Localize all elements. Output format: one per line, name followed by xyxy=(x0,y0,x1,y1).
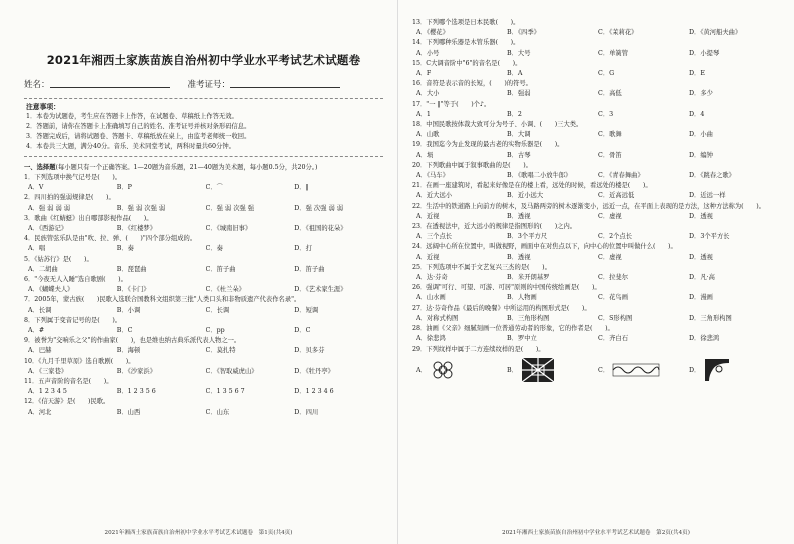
options-row xyxy=(412,212,780,222)
answer-option[interactable]: A．近大远小 xyxy=(416,192,453,200)
answer-option[interactable]: C．近高远低 xyxy=(598,192,635,200)
answer-option[interactable]: B．3个平方尺 xyxy=(507,233,548,241)
options-row xyxy=(412,191,780,201)
answer-option[interactable]: A．小号 xyxy=(416,49,440,57)
answer-option[interactable]: C．pp xyxy=(205,327,225,335)
answer-option[interactable]: D．3个平方长 xyxy=(689,233,730,241)
options-row xyxy=(412,314,780,324)
question-text: 25．下列选项中不属于文艺复兴三杰的是( )。 xyxy=(412,263,551,271)
answer-option[interactable]: D．小曲 xyxy=(689,131,713,139)
answer-option[interactable]: C．花鸟画 xyxy=(598,294,629,302)
answer-option[interactable]: B．大调 xyxy=(507,131,531,139)
answer-option[interactable]: D．漫画 xyxy=(689,294,713,302)
answer-option[interactable]: C．拉斐尔 xyxy=(598,274,629,282)
question-text: 28．油画《父亲》细腻刻画一位普通劳动者的形象，它的作者是( )。 xyxy=(412,325,614,333)
answer-option[interactable]: A．近视 xyxy=(416,253,440,261)
answer-option[interactable]: D．《牡丹亭》 xyxy=(294,367,334,375)
answer-option[interactable]: A．山歌 xyxy=(416,131,440,139)
options-row xyxy=(24,183,383,193)
answer-option[interactable]: B．琵琶曲 xyxy=(116,265,147,273)
exam-title: 2021年湘西土家族苗族自治州初中学业水平考试艺术试题卷 xyxy=(46,53,361,67)
answer-option[interactable]: B．山西 xyxy=(116,408,141,416)
answer-option[interactable]: B．近小远大 xyxy=(507,192,544,200)
answer-option[interactable]: D．4 xyxy=(689,110,705,118)
pattern-label: D． xyxy=(689,367,701,375)
answer-option[interactable]: C．《茉莉花》 xyxy=(598,29,638,37)
answer-option[interactable]: B．C xyxy=(116,327,133,335)
answer-option[interactable]: B．2 xyxy=(507,110,522,118)
answer-option[interactable]: D．《黄河船夫曲》 xyxy=(689,29,742,37)
answer-option[interactable]: C．山东 xyxy=(205,408,230,416)
answer-option[interactable]: A．F xyxy=(416,70,432,78)
answer-option[interactable]: A．河北 xyxy=(28,408,52,416)
options-row xyxy=(412,110,780,120)
question-text: 4．民族管弦乐队是由"吹、拉、弹、( )"四个部分组成的。 xyxy=(24,235,197,243)
answer-option[interactable]: A．《蝴蝶夫人》 xyxy=(28,286,74,294)
question-text: 13．下列哪个选项是日本民歌( )。 xyxy=(412,19,520,26)
answer-option[interactable]: D．《跳春之歌》 xyxy=(689,172,735,180)
border-pattern-icon xyxy=(612,363,660,377)
answer-option[interactable]: D．凡·高 xyxy=(689,274,715,282)
ticket-label: 准考证号： xyxy=(187,80,231,90)
answer-option[interactable]: B．人物画 xyxy=(507,294,537,302)
answer-option[interactable]: D．短调 xyxy=(294,306,319,314)
options-row xyxy=(412,130,780,140)
options-row xyxy=(24,224,383,234)
options-row xyxy=(24,408,383,418)
pattern-label: C． xyxy=(598,367,610,375)
student-info xyxy=(24,78,383,90)
pattern-option-d[interactable] xyxy=(689,357,780,383)
corner-pattern-icon xyxy=(703,357,731,383)
answer-option[interactable]: D．透视 xyxy=(689,253,713,261)
answer-option[interactable]: B．《卡门》 xyxy=(116,286,150,294)
options-row xyxy=(24,326,383,336)
section-desc: (每小题只有一个正确答案。1—20题为音乐题，21—40题为美术题，每小题0.5分，共20分。) xyxy=(55,164,318,171)
answer-option[interactable]: B．《歌唱二小放牛郎》 xyxy=(507,172,572,180)
answer-option[interactable]: C．笛子曲 xyxy=(205,265,236,273)
answer-option[interactable]: D．小提琴 xyxy=(689,49,720,57)
answer-option[interactable]: C．G xyxy=(598,70,615,78)
question-text: 14．下列哪种乐器是木管乐器( )。 xyxy=(412,39,520,47)
answer-option[interactable]: A．三个点长 xyxy=(416,233,453,241)
answer-option[interactable]: B．透视 xyxy=(507,253,531,261)
options-row xyxy=(24,265,383,275)
answer-option[interactable]: C．齐白石 xyxy=(598,335,629,343)
options-row xyxy=(24,306,383,316)
question-text: 5．《姑苏行》是( )。 xyxy=(24,255,93,263)
options-row xyxy=(24,387,383,397)
answer-option[interactable]: C．《智取威虎山》 xyxy=(205,367,258,375)
question-text: 10．《九月千里草原》选自歌剧( )。 xyxy=(24,357,135,365)
answer-option[interactable]: D．《祖国的花朵》 xyxy=(294,225,347,233)
answer-option[interactable]: D．徐悲鸿 xyxy=(689,335,720,343)
question-text: 29．下列纹样中属于二方连续纹样的是( )。 xyxy=(412,345,545,353)
answer-option[interactable]: B．《四季》 xyxy=(507,29,540,37)
answer-option[interactable]: A．# xyxy=(28,327,45,335)
question-list-left xyxy=(24,173,383,418)
question-text: 15．C大调音阶中"6"的音名是( )。 xyxy=(412,59,522,67)
page-right xyxy=(397,0,794,544)
question-text: 11．五声音阶的音名是( )。 xyxy=(24,378,113,386)
answer-option[interactable]: C．奏 xyxy=(205,245,223,253)
answer-option[interactable]: A．唱 xyxy=(28,245,46,253)
answer-option[interactable]: C．长调 xyxy=(205,306,230,314)
answer-option[interactable]: C．莫扎特 xyxy=(205,347,236,355)
question-text: 19．我国迄今为止发现的最古老的实物乐器是( )。 xyxy=(412,141,564,149)
answer-option[interactable]: B．古琴 xyxy=(507,151,531,159)
pattern-options xyxy=(412,357,780,383)
answer-option[interactable]: C．强 弱 次强 强 xyxy=(205,204,255,212)
options-row xyxy=(24,204,383,214)
answer-option[interactable]: A．埙 xyxy=(416,151,434,159)
answer-option[interactable]: C．3 xyxy=(598,110,614,118)
answer-option[interactable]: D．《艺术家生涯》 xyxy=(294,286,347,294)
options-row xyxy=(412,28,780,38)
answer-option[interactable]: A．长调 xyxy=(28,306,52,314)
answer-option[interactable]: C．虚视 xyxy=(598,253,622,261)
answer-option[interactable]: A．近视 xyxy=(416,212,440,220)
answer-option[interactable]: B．三角形构图 xyxy=(507,314,550,322)
answer-option[interactable]: A．达·芬奇 xyxy=(416,274,448,282)
notes-heading: 注意事项： xyxy=(26,103,60,111)
answer-option[interactable]: D．四川 xyxy=(294,408,319,416)
answer-option[interactable]: C．1 3 5 6 7 xyxy=(205,388,245,396)
answer-option[interactable]: B．A xyxy=(507,70,523,78)
answer-option[interactable]: B．强 弱 次强 弱 xyxy=(116,204,166,212)
answer-option[interactable]: A．V xyxy=(28,184,44,192)
answer-option[interactable]: D．‖ xyxy=(294,184,309,192)
question-text: 21．在画一座建筑时，看起来好像是在的楼上看，远处的时候，看远处的楼是( )。 xyxy=(412,182,652,190)
answer-option[interactable]: C．单簧管 xyxy=(598,49,629,57)
answer-option[interactable]: B．奏 xyxy=(116,245,134,253)
question-text: 17．"一 ‖"等于( )个♪。 xyxy=(412,100,491,108)
options-row xyxy=(412,334,780,344)
notes-box xyxy=(24,98,383,157)
answer-option[interactable]: A．大小 xyxy=(416,90,440,98)
question-text: 16．音符是表示音的长短，( )的符号。 xyxy=(412,80,532,88)
question-text: 20．下列歌曲中属于叙事歌曲的是( )。 xyxy=(412,161,532,169)
lattice-pattern-icon xyxy=(521,357,555,383)
pattern-option-b[interactable] xyxy=(507,357,598,383)
answer-option[interactable]: C．歌舞 xyxy=(598,131,622,139)
answer-option[interactable]: D．贝多芬 xyxy=(294,347,325,355)
answer-option[interactable]: A．徐悲鸿 xyxy=(416,335,446,343)
answer-option[interactable]: D．三角形构图 xyxy=(689,314,732,322)
question-text: 2．四川拍的强弱规律是( )。 xyxy=(24,194,115,202)
answer-option[interactable]: B．《沙家浜》 xyxy=(116,367,157,375)
question-text: 22．生活中的铁道路上向前方的树木，及马路两旁的树木逐渐变小，远近一点，在平面上表现的是方法，这种方法称为( )。 xyxy=(412,202,765,210)
answer-option[interactable]: D．多少 xyxy=(689,90,713,98)
answer-option[interactable]: C．2个点长 xyxy=(598,233,633,241)
section-title: 一、选择题 xyxy=(24,164,56,171)
question-text: 3．歌曲《红蜻蜓》出自哪部影视作品( )。 xyxy=(24,214,153,222)
options-row xyxy=(24,244,383,254)
ticket-field[interactable] xyxy=(230,78,340,88)
answer-option[interactable]: A．《西游记》 xyxy=(28,225,68,233)
answer-option[interactable]: D．编钟 xyxy=(689,151,713,159)
question-text: 6．"今夜无人入睡"选自歌剧( )。 xyxy=(24,276,127,284)
answer-option[interactable]: A．对称式构图 xyxy=(416,314,459,322)
answer-option[interactable]: B．大号 xyxy=(507,49,531,57)
options-row xyxy=(412,89,780,99)
question-text: 8．下列属于变音记号的是( )。 xyxy=(24,316,122,324)
question-text: 24．远阔中心所在位置中，叫做视野，画面中在对焦点以下，向中心的位置中叫做什么( )。 xyxy=(412,243,677,251)
question-text: 27．达·芬奇作品《最后的晚餐》中所运用的构图形式是( )。 xyxy=(412,304,591,312)
answer-option[interactable]: C．S形构图 xyxy=(598,314,633,322)
options-row xyxy=(412,253,780,263)
answer-option[interactable]: A．《三家巷》 xyxy=(28,367,68,375)
answer-option[interactable]: D．强 次强 弱 弱 xyxy=(294,204,344,212)
answer-option[interactable]: C．骨笛 xyxy=(598,151,622,159)
answer-option[interactable]: C．⌒ xyxy=(205,184,223,192)
answer-option[interactable]: B．米开朗基罗 xyxy=(507,274,550,282)
answer-option[interactable]: B．海顿 xyxy=(116,347,141,355)
question-text: 26．强调"可行、可望、可游、可居"原则的中国传统绘画是( )。 xyxy=(412,284,601,292)
options-row xyxy=(412,293,780,303)
answer-option[interactable]: C．高低 xyxy=(598,90,622,98)
answer-option[interactable]: D．打 xyxy=(294,245,312,253)
note-item: 4．本卷共三大题，满分40分。音乐、美术同堂考试，两科时量共60分钟。 xyxy=(26,143,235,150)
options-row xyxy=(24,367,383,377)
answer-option[interactable]: B．透视 xyxy=(507,212,531,220)
question-text: 7．2005年，蒙古族( )民歌入选联合国教科文组织第三批"人类口头和非物质遗产代表作名录"。 xyxy=(24,296,301,304)
answer-option[interactable]: B．小调 xyxy=(116,306,141,314)
answer-option[interactable]: A．二胡曲 xyxy=(28,265,58,273)
answer-option[interactable]: B．1 2 3 5 6 xyxy=(116,388,156,396)
question-list-right xyxy=(412,18,780,355)
pattern-option-a[interactable] xyxy=(416,359,507,381)
question-text: 18．中国民歌按体裁大致可分为号子、小调、( )三大类。 xyxy=(412,121,583,129)
options-row xyxy=(24,346,383,356)
answer-option[interactable]: D．笛子曲 xyxy=(294,265,325,273)
question-text: 9．被誉为"交响乐之父"的作曲家( )，也是维也纳古典乐派代表人物之一。 xyxy=(24,337,241,345)
answer-option[interactable]: A．《樱花》 xyxy=(416,29,449,37)
page-footer: 2021年湘西土家族苗族自治州初中学业水平考试艺术试题卷 第1页(共4页) xyxy=(104,530,293,536)
answer-option[interactable]: B．《红楼梦》 xyxy=(116,225,157,233)
answer-option[interactable]: A．《马车》 xyxy=(416,172,449,180)
options-row xyxy=(24,285,383,295)
answer-option[interactable]: D．1 2 3 4 6 xyxy=(294,388,334,396)
answer-option[interactable]: A．1 xyxy=(416,110,431,118)
pattern-option-c[interactable] xyxy=(598,363,689,377)
options-row xyxy=(412,69,780,79)
answer-option[interactable]: C．《青春舞曲》 xyxy=(598,172,644,180)
pattern-label: B． xyxy=(507,367,518,375)
page-footer: 2021年湘西土家族苗族自治州初中学业水平考试艺术试题卷 第2页(共4页) xyxy=(502,530,690,536)
flower-pattern-icon xyxy=(430,359,456,381)
answer-option[interactable]: B．强弱 xyxy=(507,90,531,98)
answer-option[interactable]: D．C xyxy=(294,327,311,335)
name-label: 姓名： xyxy=(24,80,50,90)
question-text: 23．在透视法中，近大远小的规律是指图形的( )之内。 xyxy=(412,223,577,231)
answer-option[interactable]: C．虚视 xyxy=(598,212,622,220)
note-item: 3．答题完成后，请将试题卷、答题卡、草稿纸放在桌上，由监考老师统一收回。 xyxy=(26,133,251,140)
question-text: 12．《信天游》是( )民歌。 xyxy=(24,398,110,406)
pattern-label: A． xyxy=(416,367,427,375)
answer-option[interactable]: A．巴赫 xyxy=(28,347,52,355)
note-item: 1．本卷为试题卷，考生应在答题卡上作答，在试题卷、草稿纸上作答无效。 xyxy=(26,113,238,120)
answer-option[interactable]: D．近远一样 xyxy=(689,192,726,200)
options-row xyxy=(412,49,780,59)
answer-option[interactable]: D．透视 xyxy=(689,212,713,220)
note-item: 2．答题前，请你在答题卡上准确填写自己的姓名、准考证号并核对条形码信息。 xyxy=(26,123,251,130)
answer-option[interactable]: D．E xyxy=(689,70,705,78)
section-header xyxy=(24,163,383,173)
name-field[interactable] xyxy=(50,78,170,88)
answer-option[interactable]: A．强 弱 弱 弱 xyxy=(28,204,71,212)
options-row xyxy=(412,273,780,283)
answer-option[interactable]: C．《杜兰朵》 xyxy=(205,286,245,294)
answer-option[interactable]: A．1 2 3 4 5 xyxy=(28,388,67,396)
options-row xyxy=(412,232,780,242)
question-text: 1．下列选项中换气记号是( )。 xyxy=(24,174,122,181)
answer-option[interactable]: B．罗中立 xyxy=(507,335,537,343)
answer-option[interactable]: B．P xyxy=(116,184,132,192)
options-row xyxy=(412,171,780,181)
answer-option[interactable]: C．《城南旧事》 xyxy=(205,225,252,233)
answer-option[interactable]: A．山水画 xyxy=(416,294,446,302)
options-row xyxy=(412,151,780,161)
